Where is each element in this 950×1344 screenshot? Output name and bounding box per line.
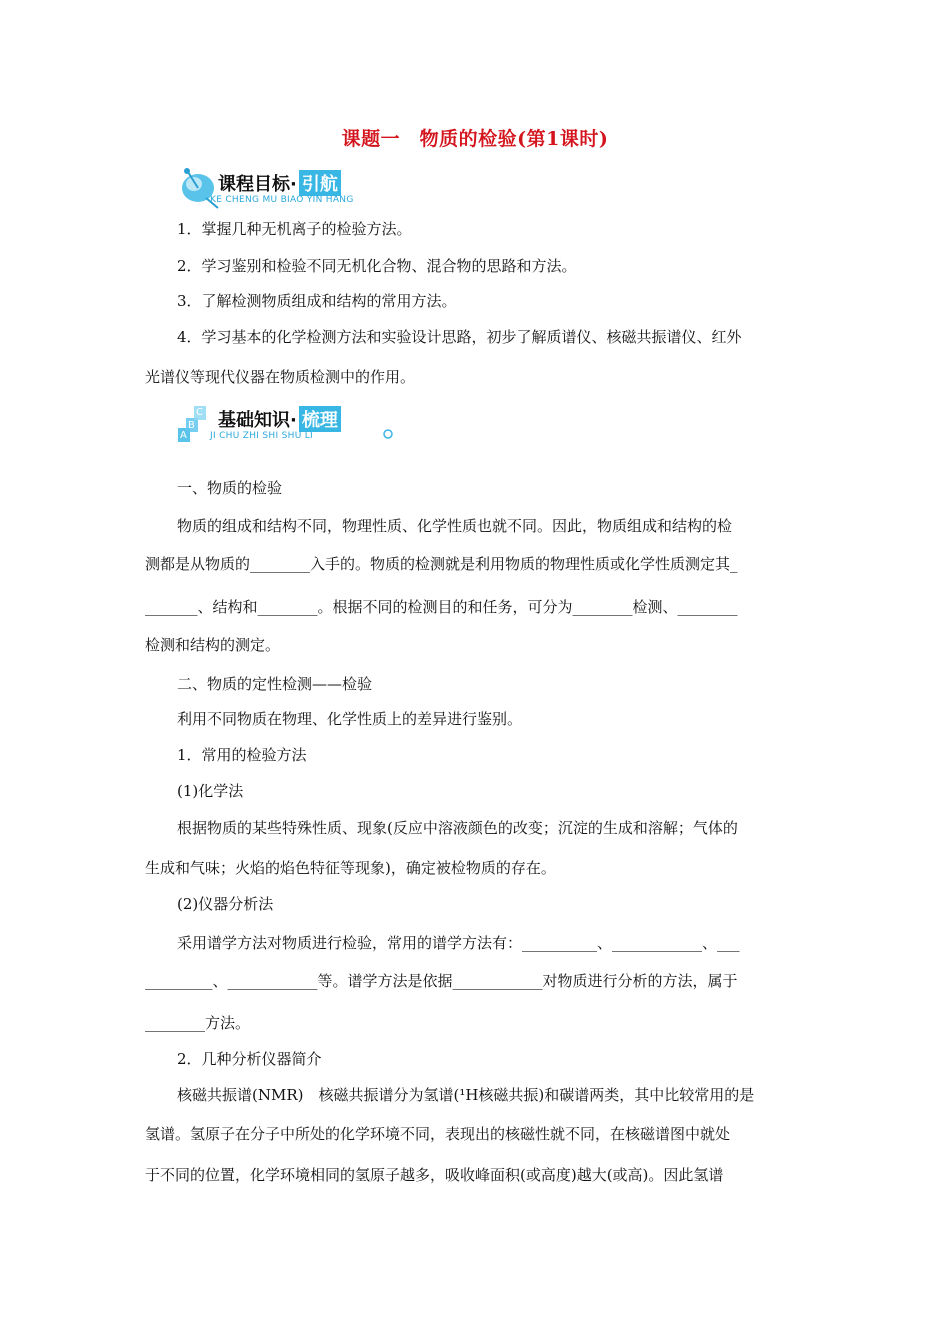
banner-subtitle: JI CHU ZHI SHI SHU LI (210, 431, 314, 441)
block-letter: B (188, 420, 195, 431)
bullet-circle-icon (380, 428, 400, 440)
subsection-heading: 1．常用的检验方法 (177, 746, 307, 764)
text-line: _______、结构和________。根据不同的检测目的和任务，可分为________检测、________ (145, 598, 738, 616)
banner-title (218, 406, 341, 432)
text-line: _________、____________等。谱学方法是依据____________对物质进行分析的方法，属于 (145, 972, 738, 990)
banner-title-text: 基础知识· (218, 410, 297, 431)
banner-subtitle: KE CHENG MU BIAO YIN HANG (210, 195, 354, 205)
banner-highlight: 梳理 (299, 406, 341, 432)
section-heading: 一、物质的检验 (177, 479, 283, 497)
text-line: 生成和气味；火焰的焰色特征等现象)，确定被检物质的存在。 (145, 859, 556, 877)
banner-title (218, 170, 341, 196)
text-line: 氢谱。氢原子在分子中所处的化学环境不同，表现出的核磁性就不同，在核磁谱图中就处 (145, 1125, 731, 1143)
goal-item: 1．掌握几种无机离子的检验方法。 (177, 220, 412, 238)
text-line: 测都是从物质的________入手的。物质的检测就是利用物质的物理性质或化学性质测定其_ (145, 555, 738, 573)
banner-title-text: 课程目标· (218, 174, 297, 195)
basic-knowledge-banner (176, 400, 406, 448)
text-line: 采用谱学方法对物质进行检验，常用的谱学方法有：__________、____________、___ (177, 934, 740, 952)
text-line: 于不同的位置，化学环境相同的氢原子越多，吸收峰面积(或高度)越大(或高)。因此氢谱 (145, 1166, 724, 1184)
section-heading: 二、物质的定性检测——检验 (177, 675, 373, 693)
block-letter: A (180, 430, 187, 441)
text-line: 光谱仪等现代仪器在物质检测中的作用。 (145, 368, 416, 386)
goal-item: 3．了解检测物质组成和结构的常用方法。 (177, 292, 457, 310)
banner-highlight: 引航 (299, 170, 341, 196)
text-line: 检测和结构的测定。 (145, 636, 281, 654)
block-letter: C (196, 407, 203, 418)
goal-item: 2．学习鉴别和检验不同无机化合物、混合物的思路和方法。 (177, 257, 577, 275)
course-goals-banner (176, 164, 366, 212)
text-line: ________方法。 (145, 1014, 251, 1032)
text-line: 核磁共振谱(NMR) 核磁共振谱分为氢谱(¹H核磁共振)和碳谱两类，其中比较常用的是 (177, 1086, 755, 1104)
page-title: 课题一 物质的检验(第1课时) (341, 128, 609, 150)
text-line: 物质的组成和结构不同，物理性质、化学性质也就不同。因此，物质组成和结构的检 (177, 517, 733, 535)
text-line: 根据物质的某些特殊性质、现象(反应中溶液颜色的改变；沉淀的生成和溶解；气体的 (177, 819, 738, 837)
subsection-heading: (2)仪器分析法 (177, 895, 274, 913)
subsection-heading: 2．几种分析仪器简介 (177, 1050, 322, 1068)
subsection-heading: (1)化学法 (177, 782, 244, 800)
goal-item: 4．学习基本的化学检测方法和实验设计思路，初步了解质谱仪、核磁共振谱仪、红外 (177, 328, 742, 346)
text-line: 利用不同物质在物理、化学性质上的差异进行鉴别。 (177, 710, 523, 728)
